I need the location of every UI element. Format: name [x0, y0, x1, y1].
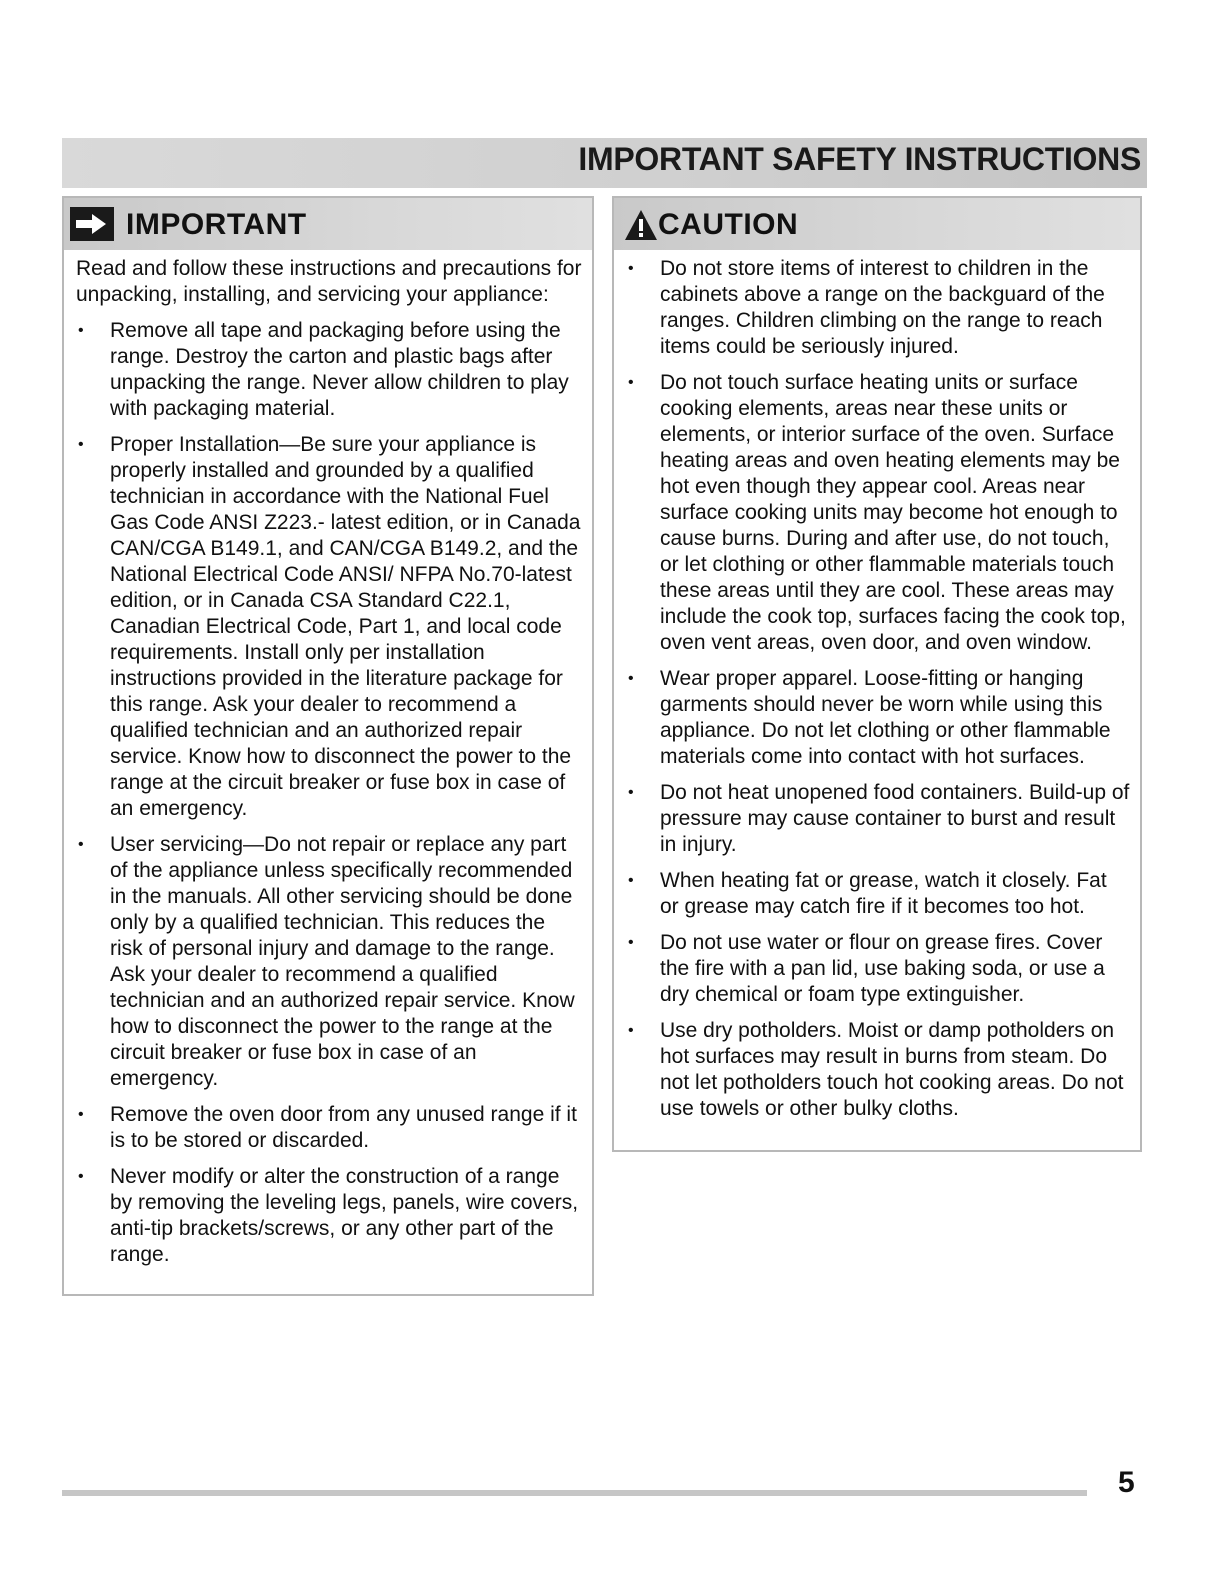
list-item: • Do not touch surface heating units or surface cooking elements, areas near these units or elements, or interior surface of the oven. Surface heating areas and oven heating elements may be hot even though they appear cool. Areas near surface cooking units may become hot enough to cause burns. During and after use, do not touch, or let clothing or other flammable materials touch these areas until they are cool. These areas may include the cook top, surfaces facing the cook top, oven vent areas, oven door, and oven window. — [614, 370, 1140, 656]
list-item: • Proper Installation—Be sure your appliance is properly installed and grounded by a qualified technician in accordance with the National Fuel Gas Code ANSI Z223.- latest edition, or in Canada CAN/CGA B149.1, and CAN/CGA B149.2, and the National Electrical Code ANSI/ NFPA No.70-latest edition, or in Canada CSA Standard C22.1, Canadian Electrical Code, Part 1, and local code requirements. Install only per installation instructions provided in the literature package for this range. Ask your dealer to recommend a qualified technician and an authorized repair service. Know how to disconnect the power to the range at the circuit breaker or fuse box in case of an emergency. — [64, 432, 592, 822]
important-box — [62, 196, 594, 1296]
list-item: • Do not heat unopened food containers. Build-up of pressure may cause container to burst and result in injury. — [614, 780, 1140, 858]
page-number: 5 — [1118, 1466, 1135, 1499]
section-banner — [62, 138, 1147, 188]
caution-box — [612, 196, 1142, 1152]
list-item: • Use dry potholders. Moist or damp potholders on hot surfaces may result in burns from steam. Do not let potholders touch hot cooking areas. Do not use towels or other bulky cloths. — [614, 1018, 1140, 1122]
list-item: • Never modify or alter the construction of a range by removing the leveling legs, panels, wire covers, anti-tip brackets/screws, or any other part of the range. — [64, 1164, 592, 1268]
list-item: • Remove the oven door from any unused range if it is to be stored or discarded. — [64, 1102, 592, 1154]
list-item: • When heating fat or grease, watch it closely. Fat or grease may catch fire if it becomes too hot. — [614, 868, 1140, 920]
important-intro: Read and follow these instructions and precautions for unpacking, installing, and servicing your appliance: — [76, 257, 582, 306]
arrow-right-icon — [70, 207, 114, 241]
list-item: • Do not store items of interest to children in the cabinets above a range on the backguard of the ranges. Children climbing on the range to reach items could be seriously injured. — [614, 256, 1140, 360]
list-item: • Remove all tape and packaging before using the range. Destroy the carton and plastic bags after unpacking the range. Never allow children to play with packaging material. — [64, 318, 592, 422]
footer-rule — [62, 1490, 1087, 1496]
caution-header — [614, 198, 1140, 250]
list-item: • User servicing—Do not repair or replace any part of the appliance unless specifically recommended in the manuals. All other servicing should be done only by a qualified technician. This reduces the risk of personal injury and damage to the range. Ask your dealer to recommend a qualified technician and an authorized repair service. Know how to disconnect the power to the range at the circuit breaker or fuse box in case of an emergency. — [64, 832, 592, 1092]
list-item: • Do not use water or flour on grease fires. Cover the fire with a pan lid, use baking soda, or use a dry chemical or foam type extinguisher. — [614, 930, 1140, 1008]
important-list — [64, 318, 592, 1268]
caution-heading: CAUTION — [658, 208, 799, 241]
important-heading: IMPORTANT — [126, 208, 307, 241]
warning-triangle-icon — [624, 209, 658, 241]
page-title: IMPORTANT SAFETY INSTRUCTIONS — [578, 141, 1141, 177]
list-item: • Wear proper apparel. Loose-fitting or hanging garments should never be worn while using this appliance. Do not let clothing or other flammable materials come into contact with hot surfaces. — [614, 666, 1140, 770]
caution-list — [614, 256, 1140, 1122]
important-header — [64, 198, 592, 250]
